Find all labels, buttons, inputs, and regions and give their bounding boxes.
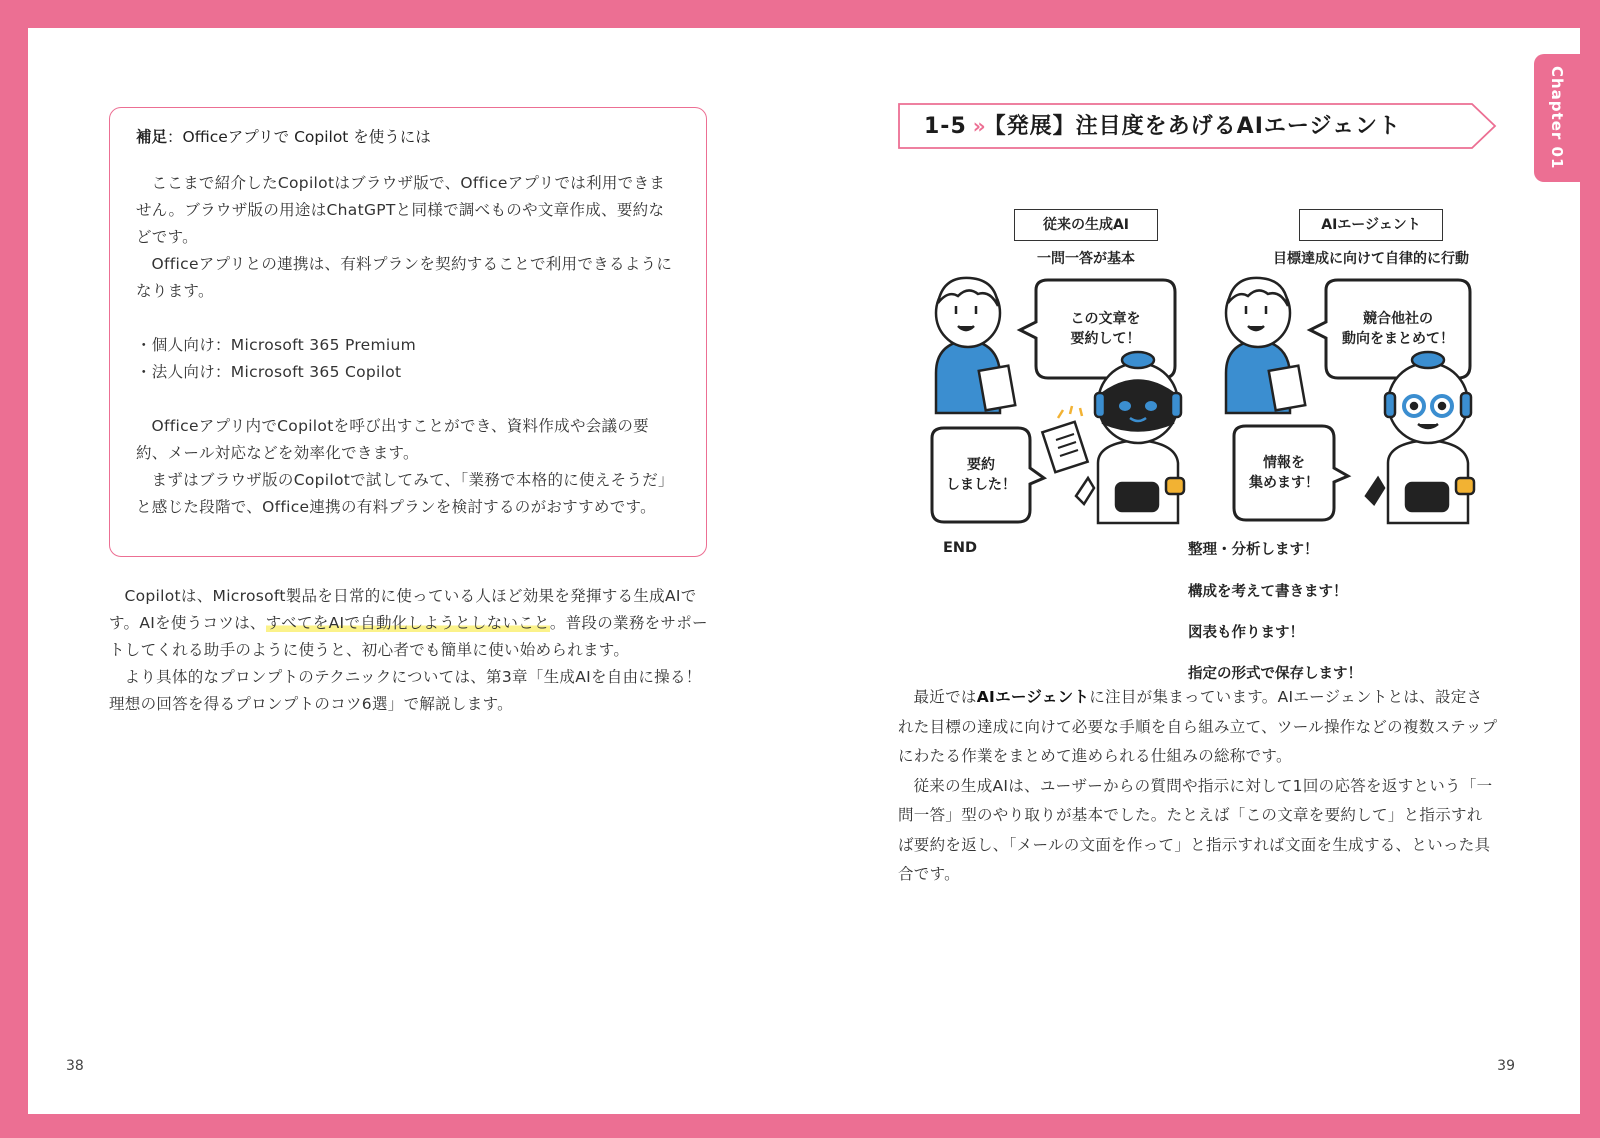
label-ai-agent: AIエージェント	[1299, 209, 1443, 241]
agent-step-4: 指定の形式で保存します！	[1188, 666, 1362, 682]
book-spread	[28, 28, 1580, 1114]
bold-term-ai-agent: AIエージェント	[976, 688, 1090, 706]
bubble-text-right-human: 競合他社の 動向をまとめて！	[1342, 311, 1454, 347]
plan-list-item-personal: ・個人向け：Microsoft 365 Premium	[136, 336, 417, 354]
plan-list	[136, 332, 680, 386]
page-number-right: 39	[1497, 1058, 1515, 1074]
sublabel-ai-agent: 目標達成に向けて自律的に行動	[1273, 251, 1469, 267]
label-conventional-ai: 従来の生成AI	[1014, 209, 1158, 241]
left-body-paragraph-2: より具体的なプロンプトのテクニックについては、第3章「生成AIを自由に操る！ 理想の回答を得るプロンプトのコツ6選」で解説します。	[109, 668, 702, 713]
note-title-rest: ：Officeアプリで Copilot を使うには	[167, 128, 431, 146]
note-paragraph-2: Officeアプリとの連携は、有料プランを契約することで利用できるようになります。	[136, 255, 673, 300]
right-body-text	[898, 683, 1498, 890]
note-title	[136, 126, 680, 148]
agent-step-3: 図表も作ります！	[1188, 625, 1304, 641]
bubble-text-left-human: この文章を 要約して！	[1070, 311, 1141, 347]
chapter-tab-label: Chapter 01	[1548, 66, 1566, 170]
sparkle-marks	[1058, 406, 1082, 418]
agent-step-1: 整理・分析します！	[1188, 542, 1319, 558]
section-heading	[898, 103, 1498, 149]
highlighted-phrase: すべてをAIで自動化しようとしないこと	[265, 614, 550, 632]
note-paragraph-3: Officeアプリ内でCopilotを呼び出すことができ、資料作成や会議の要約、メール対応などを効率化できます。	[136, 417, 649, 462]
note-paragraph-1: ここまで紹介したCopilotはブラウザ版で、Officeアプリでは利用できません。ブラウザ版の用途はChatGPTと同様で調べものや文章作成、要約などです。	[136, 174, 666, 246]
note-title-prefix: 補足	[136, 128, 168, 146]
right-body-paragraph-1: 最近ではAIエージェントに注目が集まっています。AIエージェントとは、設定された目標の達成に向けて必要な手順を自ら組み立て、ツール操作などの複数ステップにわたる作業をまとめて進められる仕組みの総称です。	[898, 688, 1498, 765]
section-title: 【発展】注目度をあげるAIエージェント	[983, 114, 1402, 139]
human-character-right	[1226, 278, 1305, 413]
human-character-left	[936, 278, 1015, 413]
left-body-text	[109, 583, 709, 718]
left-body-paragraph-1: Copilotは、Microsoft製品を日常的に使っている人ほど効果を発揮する生成AIです。AIを使うコツは、すべてをAIで自動化しようとしないこと。普段の業務をサポートしてくれる助手のように使うと、初心者でも簡単に使い始められます。	[109, 587, 708, 659]
heading-text	[924, 103, 1401, 149]
double-chevron-icon: »	[972, 114, 980, 138]
ai-agent-illustration	[898, 178, 1498, 682]
page-number-left: 38	[66, 1058, 84, 1074]
section-number: 1-5	[924, 114, 967, 139]
end-label: END	[943, 540, 978, 556]
right-body-paragraph-2: 従来の生成AIは、ユーザーからの質問や指示に対して1回の応答を返すという「一問一答」型のやり取りが基本でした。たとえば「この文章を要約して」と指示すれば要約を返し、「メールの文面を作って」と指示すれば文面を生成する、といった具合です。	[898, 776, 1493, 883]
supplement-note-box	[109, 107, 707, 557]
bubble-text-right-robot: 情報を 集めます！	[1249, 455, 1319, 491]
note-paragraph-4: まずはブラウザ版のCopilotで試してみて、「業務で本格的に使えそうだ」と感じた段階で、Office連携の有料プランを検討するのがおすすめです。	[136, 471, 674, 516]
agent-step-2: 構成を考えて書きます！	[1188, 584, 1348, 600]
chapter-tab	[1534, 54, 1580, 182]
sublabel-conventional-ai: 一問一答が基本	[1037, 251, 1135, 267]
plan-list-item-business: ・法人向け：Microsoft 365 Copilot	[136, 363, 402, 381]
bubble-text-left-robot: 要約 しました！	[946, 457, 1016, 493]
